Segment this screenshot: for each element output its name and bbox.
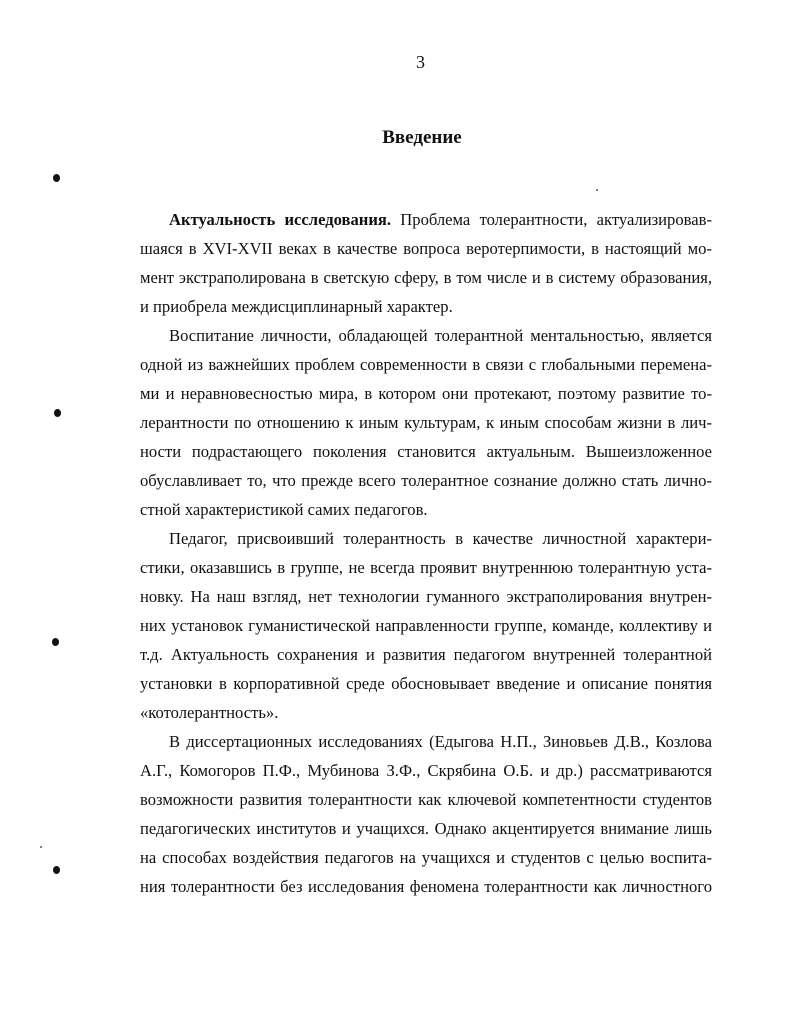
text-line: А.Г., Комогоров П.Ф., Мубинова З.Ф., Скрябина О.Б. и др.) рассматриваются [140,761,712,780]
text-line: одной из важнейших проблем современности в связи с глобальными перемена- [140,355,712,374]
binding-hole-mark [53,866,60,874]
text-line: ния толерантности без исследования феномена толерантности как личностного [140,877,712,896]
text-line: установки в корпоративной среде обосновывает введение и описание понятия [140,674,712,693]
page-number: 3 [416,52,425,72]
text-line: лерантности по отношению к иным культурам, к иным способам жизни в лич- [140,413,712,432]
binding-hole-mark [52,638,59,646]
text-line: «котолерантность». [140,703,279,722]
text-line: педагогических институтов и учащихся. Однако акцентируется внимание лишь [140,819,712,838]
text-line: стной характеристикой самих педагогов. [140,500,428,519]
text-line: возможности развития толерантности как ключевой компетентности студентов [140,790,712,809]
text-line: новку. На наш взгляд, нет технологии гуманного экстраполирования внутрен- [140,587,712,606]
text-line: Педагог, присвоивший толерантность в качестве личностной характери- [169,529,712,548]
binding-hole-mark [54,409,61,417]
scan-speck [40,846,42,848]
section-lead: Актуальность исследования. [169,210,392,229]
text-line: и приобрела междисциплинарный характер. [140,297,453,316]
text-line: на способах воздействия педагогов на учащихся и студентов с целью воспита- [140,848,712,867]
scan-speck [596,189,598,191]
text-line: Воспитание личности, обладающей толерантной ментальностью, является [169,326,712,345]
text-line [169,210,712,230]
line-rest: Проблема толерантности, актуализировав- [391,210,712,229]
text-line: т.д. Актуальность сохранения и развития педагогом внутренней толерантной [140,645,712,664]
binding-hole-mark [53,174,60,182]
page-title: Введение [382,127,462,148]
text-line: мент экстраполирована в светскую сферу, в том числе и в систему образования, [140,268,712,287]
text-line: ми и неравновесностью мира, в котором они протекают, поэтому развитие то- [140,384,712,403]
text-line: них установок гуманистической направленности группе, команде, коллективу и [140,616,712,635]
text-line: ности подрастающего поколения становится актуальным. Вышеизложенное [140,442,712,461]
text-line: стики, оказавшись в группе, не всегда проявит внутреннюю толерантную уста- [140,558,712,577]
text-line: В диссертационных исследованиях (Едыгова Н.П., Зиновьев Д.В., Козлова [169,732,712,751]
text-line: обуславливает то, что прежде всего толерантное сознание должно стать лично- [140,471,712,490]
text-line: шаяся в XVI-XVII веках в качестве вопроса веротерпимости, в настоящий мо- [140,239,712,258]
